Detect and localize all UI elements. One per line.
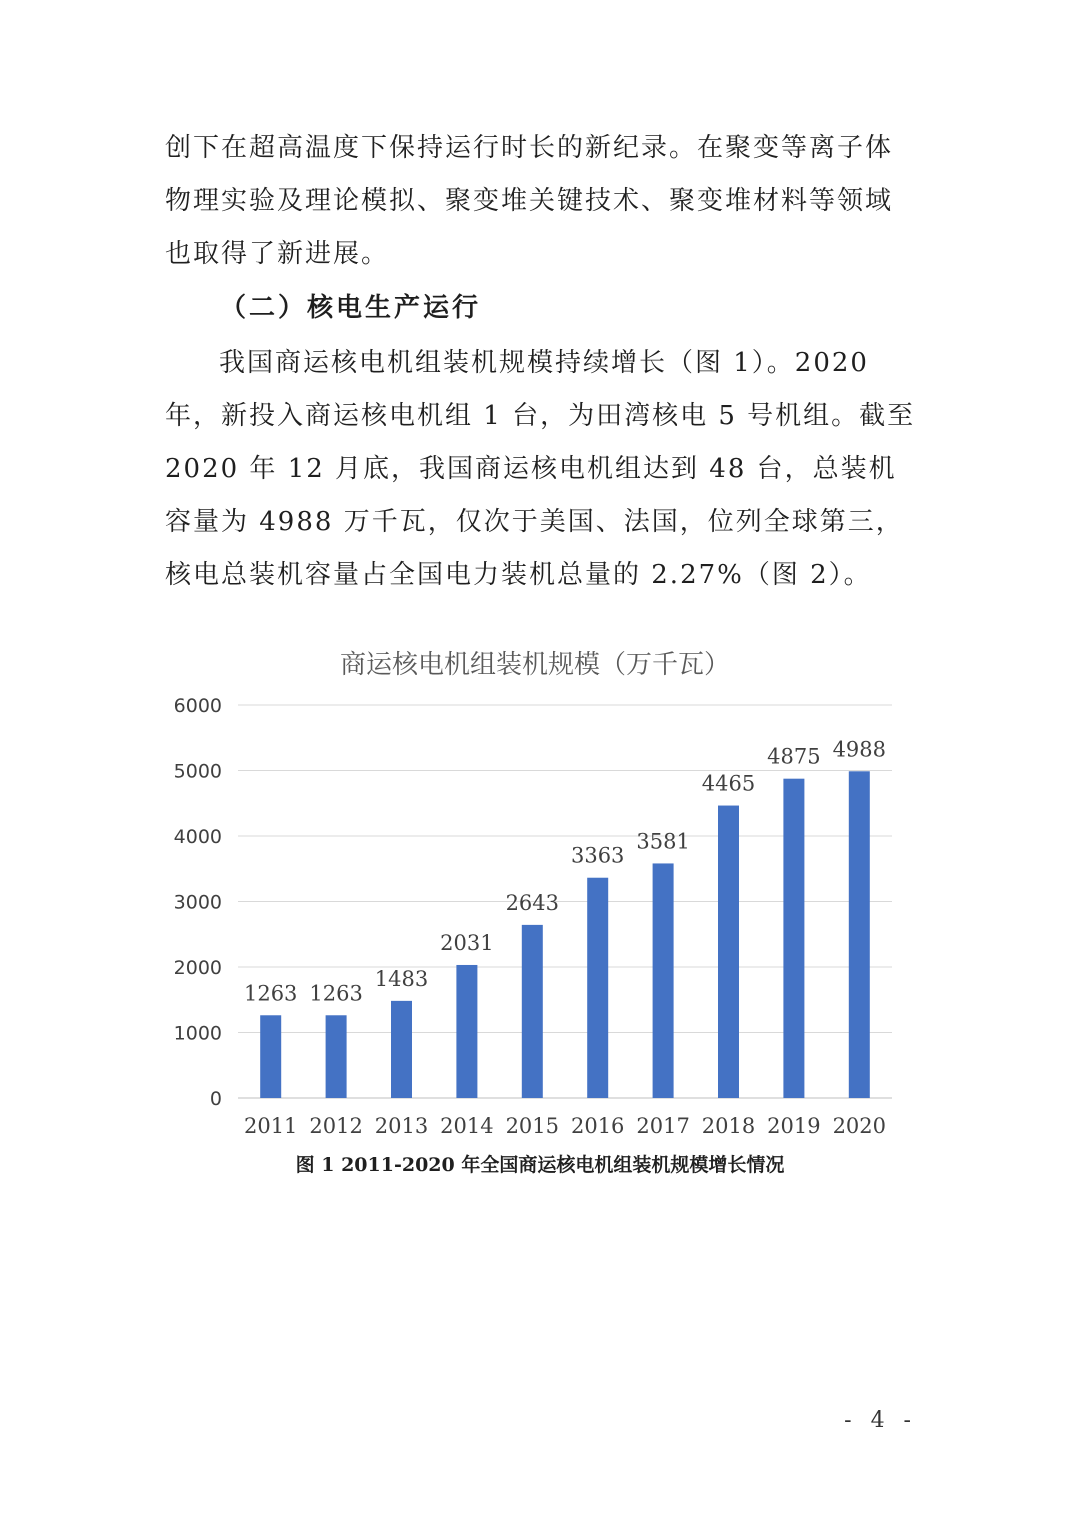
data-label-2011: 1263 (243, 981, 298, 1006)
bar-2017 (653, 863, 674, 1098)
x-axis-ticks (244, 1114, 886, 1138)
chart-svg (160, 630, 920, 1150)
paragraph-fusion-progress: 创下在超高温度下保持运行时长的新纪录。在聚变等离子体物理实验及理论模拟、聚变堆关键技术、聚变堆材料等领域也取得了新进展。 (165, 133, 894, 269)
chart-bars (260, 771, 870, 1098)
bar-2019 (783, 779, 804, 1098)
bar-2015 (522, 925, 543, 1098)
x-tick-label-2017: 2017 (636, 1114, 690, 1138)
bar-2020 (849, 771, 870, 1098)
capacity-bar-chart (160, 630, 920, 1150)
bar-2013 (391, 1001, 412, 1098)
y-tick-label: 5000 (173, 760, 222, 783)
section-heading: （二）核电生产运行 (220, 293, 482, 323)
bar-2018 (718, 806, 739, 1098)
data-label-2019: 4875 (767, 744, 821, 769)
data-label-2015: 2643 (505, 890, 560, 915)
y-tick-label: 0 (209, 1088, 222, 1110)
y-tick-label: 3000 (173, 891, 222, 914)
data-label-2018: 4465 (701, 771, 756, 796)
x-tick-label-2020: 2020 (832, 1114, 887, 1138)
x-tick-label-2013: 2013 (374, 1114, 429, 1138)
data-label-2013: 1483 (374, 966, 429, 991)
y-axis-ticks (174, 695, 222, 1110)
x-tick-label-2018: 2018 (701, 1114, 756, 1138)
x-tick-label-2015: 2015 (505, 1114, 560, 1138)
x-tick-label-2019: 2019 (767, 1114, 821, 1138)
bar-2014 (456, 965, 477, 1098)
x-tick-label-2011: 2011 (243, 1114, 298, 1138)
data-label-2014: 2031 (440, 930, 494, 955)
y-tick-label: 2000 (173, 957, 222, 979)
paragraph-nuclear-operation: 我国商运核电机组装机规模持续增长（图 1）。2020 年，新投入商运核电机组 1 台，为田湾核电 5 号机组。截至 2020 年 12 月底，我国商运核电机组达到 48 台，总装机容量为 4988 万千瓦，仅次于美国、法国，位列全球第三，核电总装机容量占全国电力装机总量的 2.27%（图 2）。 (165, 348, 916, 590)
data-label-2016: 3363 (570, 843, 625, 868)
figure-caption: 图 1 2011-2020 年全国商运核电机组装机规模增长情况 (295, 1154, 785, 1176)
data-label-2017: 3581 (636, 829, 690, 854)
bar-2011 (260, 1015, 281, 1098)
y-tick-label: 1000 (173, 1022, 222, 1045)
chart-title: 商运核电机组装机规模（万千瓦） (339, 650, 731, 680)
bar-2012 (326, 1015, 347, 1098)
data-label-2020: 4988 (832, 737, 887, 762)
y-tick-label: 4000 (173, 826, 222, 848)
data-label-2012: 1263 (309, 981, 363, 1006)
y-tick-label: 6000 (173, 695, 222, 717)
x-tick-label-2016: 2016 (570, 1114, 625, 1138)
bar-2016 (587, 878, 608, 1098)
x-tick-label-2012: 2012 (309, 1114, 363, 1138)
page-number: - 4 - (844, 1408, 917, 1433)
x-tick-label-2014: 2014 (440, 1114, 494, 1138)
